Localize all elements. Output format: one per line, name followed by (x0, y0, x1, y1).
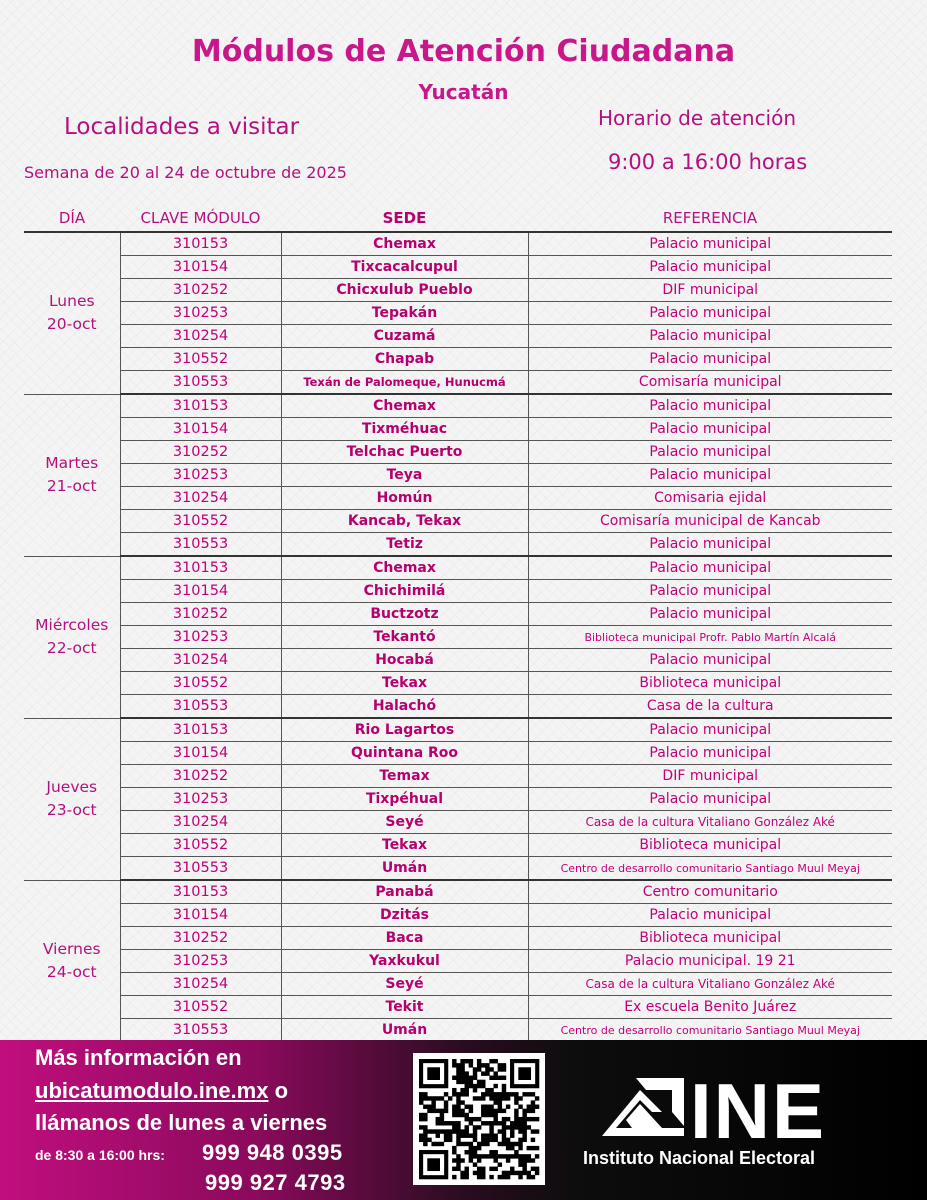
hours-label: Horario de atención (598, 106, 797, 130)
venue-cell: Rio Lagartos (281, 718, 528, 742)
venue-cell: Chicxulub Pueblo (281, 279, 528, 302)
day-name: Viernes (42, 940, 101, 958)
reference-cell: Palacio municipal (528, 418, 892, 441)
venue-cell: Tixpéhual (281, 788, 528, 811)
reference-cell: Casa de la cultura Vitaliano González Aké (528, 973, 892, 996)
module-key-cell: 310552 (120, 672, 281, 695)
module-key-cell: 310254 (120, 325, 281, 348)
reference-cell: Casa de la cultura Vitaliano González Aké (528, 811, 892, 834)
table-row (24, 649, 892, 672)
reference-cell: Palacio municipal (528, 649, 892, 672)
table-row (24, 418, 892, 441)
table-row (24, 950, 892, 973)
link-suffix: o (268, 1078, 289, 1103)
table-row (24, 695, 892, 719)
reference-cell: Palacio municipal (528, 556, 892, 580)
reference-cell: DIF municipal (528, 279, 892, 302)
venue-cell: Tixméhuac (281, 418, 528, 441)
table-row (24, 788, 892, 811)
module-key-cell: 310553 (120, 695, 281, 719)
venue-cell: Chichimilá (281, 580, 528, 603)
reference-cell: Palacio municipal (528, 580, 892, 603)
reference-cell: Palacio municipal (528, 718, 892, 742)
venue-cell: Telchac Puerto (281, 441, 528, 464)
qr-code-icon[interactable] (413, 1053, 545, 1185)
reference-cell: Biblioteca municipal (528, 834, 892, 857)
module-key-cell: 310254 (120, 811, 281, 834)
module-key-cell: 310254 (120, 649, 281, 672)
ine-caption: Instituto Nacional Electoral (583, 1148, 816, 1168)
venue-cell: Chemax (281, 232, 528, 256)
reference-cell: Palacio municipal (528, 533, 892, 557)
phone-number-1: 999 948 0395 (202, 1140, 343, 1165)
module-key-cell: 310253 (120, 788, 281, 811)
table-row (24, 626, 892, 649)
venue-cell: Tekax (281, 834, 528, 857)
module-key-cell: 310252 (120, 279, 281, 302)
day-cell (24, 394, 120, 556)
venue-cell: Panabá (281, 880, 528, 904)
table-row (24, 325, 892, 348)
table-row (24, 904, 892, 927)
module-key-cell: 310154 (120, 904, 281, 927)
module-key-cell: 310154 (120, 256, 281, 279)
week-range: Semana de 20 al 24 de octubre de 2025 (24, 163, 347, 182)
header-sede: SEDE (281, 205, 528, 232)
venue-cell: Chapab (281, 348, 528, 371)
reference-cell: Biblioteca municipal Profr. Pablo Martín Alcalá (528, 626, 892, 649)
day-cell (24, 880, 120, 1042)
hours-value: 9:00 a 16:00 horas (608, 150, 808, 174)
module-key-cell: 310552 (120, 996, 281, 1019)
day-name: Miércoles (35, 616, 109, 634)
day-name: Lunes (48, 292, 95, 311)
reference-cell: Palacio municipal (528, 302, 892, 325)
module-key-cell: 310253 (120, 302, 281, 325)
reference-cell: Palacio municipal. 19 21 (528, 950, 892, 973)
venue-cell: Tepakán (281, 302, 528, 325)
venue-cell: Seyé (281, 811, 528, 834)
reference-cell: Centro comunitario (528, 880, 892, 904)
module-key-cell: 310154 (120, 742, 281, 765)
module-key-cell: 310153 (120, 394, 281, 418)
venue-cell: Umán (281, 857, 528, 881)
table-row (24, 556, 892, 580)
table-header-row (24, 205, 892, 232)
phone-number-2: 999 927 4793 (205, 1170, 346, 1195)
venue-cell: Tekantó (281, 626, 528, 649)
table-row (24, 880, 892, 904)
day-name: Jueves (46, 778, 98, 796)
venue-cell: Tekit (281, 996, 528, 1019)
reference-cell: Palacio municipal (528, 742, 892, 765)
venue-cell: Buctzotz (281, 603, 528, 626)
table-row (24, 533, 892, 557)
table-row (24, 857, 892, 881)
module-key-cell: 310552 (120, 510, 281, 533)
module-key-cell: 310553 (120, 533, 281, 557)
module-key-cell: 310253 (120, 626, 281, 649)
schedule-table (24, 205, 892, 1043)
venue-cell: Kancab, Tekax (281, 510, 528, 533)
table-row (24, 464, 892, 487)
venue-cell: Umán (281, 1019, 528, 1043)
table-row (24, 279, 892, 302)
table-row (24, 441, 892, 464)
reference-cell: Palacio municipal (528, 904, 892, 927)
table-row (24, 348, 892, 371)
table-row (24, 718, 892, 742)
venue-cell: Yaxkukul (281, 950, 528, 973)
module-key-cell: 310253 (120, 464, 281, 487)
module-key-cell: 310153 (120, 880, 281, 904)
module-key-cell: 310153 (120, 556, 281, 580)
venue-cell: Baca (281, 927, 528, 950)
venue-cell: Chemax (281, 556, 528, 580)
table-row (24, 765, 892, 788)
reference-cell: Comisaría municipal de Kancab (528, 510, 892, 533)
venue-cell: Hocabá (281, 649, 528, 672)
reference-cell: Palacio municipal (528, 232, 892, 256)
reference-cell: Biblioteca municipal (528, 672, 892, 695)
header-referencia: REFERENCIA (528, 205, 892, 232)
table-row (24, 371, 892, 395)
day-cell (24, 232, 120, 394)
module-key-cell: 310552 (120, 348, 281, 371)
table-row (24, 256, 892, 279)
reference-cell: DIF municipal (528, 765, 892, 788)
module-key-cell: 310154 (120, 418, 281, 441)
header-clave: CLAVE MÓDULO (120, 205, 281, 232)
table-row (24, 580, 892, 603)
day-date: 24-oct (46, 963, 97, 981)
reference-cell: Palacio municipal (528, 256, 892, 279)
day-date: 20-oct (46, 315, 97, 334)
module-key-cell: 310252 (120, 441, 281, 464)
venue-cell: Cuzamá (281, 325, 528, 348)
day-date: 22-oct (46, 639, 97, 657)
table-row (24, 302, 892, 325)
reference-cell: Comisaría municipal (528, 371, 892, 395)
table-row (24, 927, 892, 950)
day-cell (24, 556, 120, 718)
module-key-cell: 310552 (120, 834, 281, 857)
table-row (24, 603, 892, 626)
module-key-cell: 310253 (120, 950, 281, 973)
table-row (24, 996, 892, 1019)
day-date: 23-oct (46, 801, 97, 819)
module-key-cell: 310153 (120, 718, 281, 742)
table-row (24, 811, 892, 834)
venue-cell: Seyé (281, 973, 528, 996)
website-link[interactable]: ubicatumodulo.ine.mx (35, 1078, 269, 1103)
reference-cell: Palacio municipal (528, 788, 892, 811)
ine-logo-text: INE (690, 1068, 827, 1148)
venue-cell: Homún (281, 487, 528, 510)
day-name: Martes (45, 454, 99, 472)
page-title: Módulos de Atención Ciudadana (191, 34, 736, 69)
reference-cell: Centro de desarrollo comunitario Santiago Muul Meyaj (528, 857, 892, 881)
header-dia: DÍA (24, 205, 120, 232)
venue-cell: Tixcacalcupul (281, 256, 528, 279)
footer-info-line: Más información en (35, 1045, 242, 1070)
reference-cell: Palacio municipal (528, 325, 892, 348)
module-key-cell: 310252 (120, 927, 281, 950)
footer-call-line: llámanos de lunes a viernes (35, 1110, 328, 1135)
table-row (24, 672, 892, 695)
venue-cell: Texán de Palomeque, Hunucmá (281, 371, 528, 395)
table-row (24, 834, 892, 857)
module-key-cell: 310553 (120, 371, 281, 395)
table-row (24, 1019, 892, 1043)
venue-cell: Halachó (281, 695, 528, 719)
table-row (24, 973, 892, 996)
reference-cell: Biblioteca municipal (528, 927, 892, 950)
venue-cell: Teya (281, 464, 528, 487)
table-row (24, 510, 892, 533)
venue-cell: Dzitás (281, 904, 528, 927)
venue-cell: Chemax (281, 394, 528, 418)
module-key-cell: 310252 (120, 765, 281, 788)
module-key-cell: 310553 (120, 857, 281, 881)
table-row (24, 394, 892, 418)
module-key-cell: 310254 (120, 973, 281, 996)
table-row (24, 232, 892, 256)
reference-cell: Ex escuela Benito Juárez (528, 996, 892, 1019)
state-name: Yucatán (418, 80, 509, 104)
venue-cell: Tekax (281, 672, 528, 695)
reference-cell: Palacio municipal (528, 394, 892, 418)
reference-cell: Palacio municipal (528, 348, 892, 371)
venue-cell: Quintana Roo (281, 742, 528, 765)
ine-logo-icon (592, 1068, 892, 1148)
footer-hours: de 8:30 a 16:00 hrs: (35, 1147, 165, 1163)
reference-cell: Centro de desarrollo comunitario Santiago Muul Meyaj (528, 1019, 892, 1043)
day-cell (24, 718, 120, 880)
day-date: 21-oct (46, 477, 97, 495)
module-key-cell: 310154 (120, 580, 281, 603)
venue-cell: Temax (281, 765, 528, 788)
reference-cell: Casa de la cultura (528, 695, 892, 719)
reference-cell: Palacio municipal (528, 464, 892, 487)
reference-cell: Comisaria ejidal (528, 487, 892, 510)
module-key-cell: 310252 (120, 603, 281, 626)
reference-cell: Palacio municipal (528, 441, 892, 464)
schedule-body (24, 232, 892, 1042)
module-key-cell: 310153 (120, 232, 281, 256)
module-key-cell: 310553 (120, 1019, 281, 1043)
reference-cell: Palacio municipal (528, 603, 892, 626)
footer-link-line (35, 1078, 288, 1104)
table-row (24, 487, 892, 510)
localities-heading: Localidades a visitar (64, 114, 300, 140)
venue-cell: Tetiz (281, 533, 528, 557)
module-key-cell: 310254 (120, 487, 281, 510)
table-row (24, 742, 892, 765)
